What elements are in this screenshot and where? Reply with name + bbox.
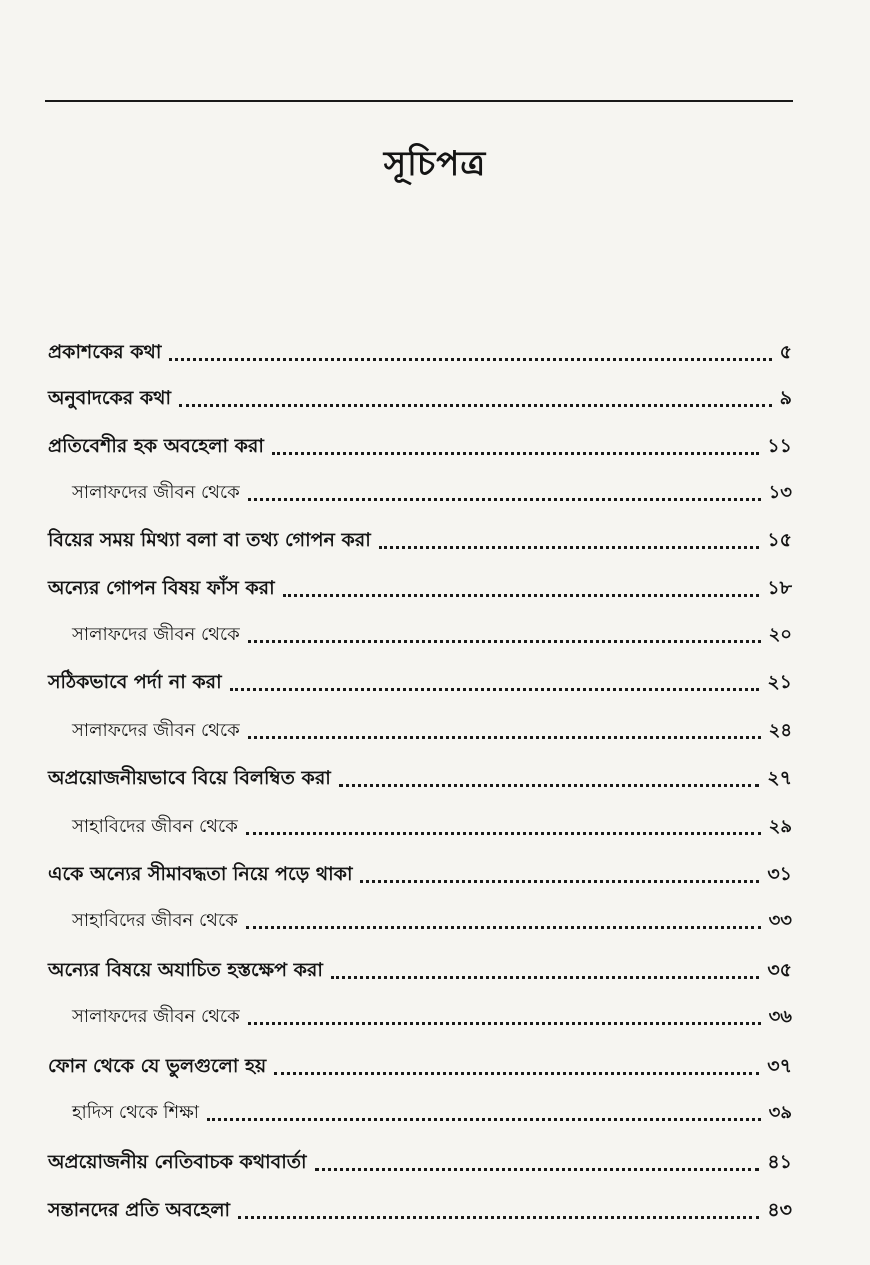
dot-leader (246, 920, 761, 929)
dot-leader (179, 398, 772, 407)
toc-entry-page: ২৭ (767, 767, 792, 789)
toc-entry (48, 1148, 792, 1176)
toc-entry-page: ৩৯ (768, 1102, 792, 1123)
dot-leader (283, 588, 760, 597)
toc-entry (48, 1052, 792, 1080)
toc-entry (48, 956, 792, 984)
toc-entry-label: হাদিস থেকে শিক্ষা (72, 1102, 200, 1123)
toc-entry-page: ২১ (767, 671, 792, 693)
toc-entry-label: সালাফদের জীবন থেকে (72, 482, 240, 503)
dot-leader (230, 682, 760, 691)
toc-subentry (72, 1098, 792, 1126)
toc-entry-page: ৩১ (767, 863, 792, 885)
toc-entry-label: অন্যের গোপন বিষয় ফাঁস করা (48, 577, 275, 599)
toc-entry-label: সঠিকভাবে পর্দা না করা (48, 671, 222, 693)
toc-entry-page: ২৯ (768, 816, 792, 837)
toc-entry (48, 860, 792, 888)
dot-leader (248, 730, 761, 739)
dot-leader (339, 778, 759, 787)
toc-entry-label: অনুবাদকের কথা (48, 387, 171, 409)
dot-leader (272, 446, 759, 455)
dot-leader (331, 970, 759, 979)
toc-entry-label: সন্তানদের প্রতি অবহেলা (48, 1199, 230, 1221)
dot-leader (248, 492, 761, 501)
toc-entry-page: ৫ (779, 341, 792, 363)
toc-subentry (72, 478, 792, 506)
toc-entry-page: ১১ (767, 435, 792, 457)
toc-entry-page: ২৪ (768, 720, 792, 741)
toc-entry-page: ৩৬ (768, 1006, 792, 1027)
toc-entry (48, 668, 792, 696)
toc-entry-label: অপ্রয়োজনীয়ভাবে বিয়ে বিলম্বিত করা (48, 767, 331, 789)
toc-entry (48, 526, 792, 554)
toc-entry-label: সাহাবিদের জীবন থেকে (72, 816, 238, 837)
toc-entry-label: সালাফদের জীবন থেকে (72, 624, 240, 645)
dot-leader (248, 1016, 761, 1025)
toc-subentry (72, 906, 792, 934)
toc-entry-label: একে অন্যের সীমাবদ্ধতা নিয়ে পড়ে থাকা (48, 863, 353, 885)
toc-entry-page: ১৮ (767, 577, 792, 599)
toc-entry-label: বিয়ের সময় মিথ্যা বলা বা তথ্য গোপন করা (48, 529, 371, 551)
toc-entry-page: ৩৩ (768, 910, 792, 931)
toc-entry-page: ৪১ (767, 1151, 792, 1173)
toc-entry (48, 764, 792, 792)
dot-leader (248, 634, 761, 643)
header-rule (45, 100, 793, 102)
toc-entry (48, 338, 792, 366)
toc-entry-page: ১৩ (768, 482, 792, 503)
toc-entry-page: ৯ (779, 387, 792, 409)
toc-entry-label: ফোন থেকে যে ভুলগুলো হয় (48, 1055, 267, 1077)
toc-entry-page: ৪৩ (767, 1199, 792, 1221)
dot-leader (169, 352, 771, 361)
toc-entry (48, 384, 792, 412)
toc-entry (48, 1196, 792, 1224)
dot-leader (246, 826, 761, 835)
dot-leader (379, 540, 760, 549)
page-title: সূচিপত্র (383, 144, 487, 184)
dot-leader (207, 1112, 761, 1121)
toc-entry-label: অন্যের বিষয়ে অযাচিত হস্তক্ষেপ করা (48, 959, 323, 981)
toc-entry-label: অপ্রয়োজনীয় নেতিবাচক কথাবার্তা (48, 1151, 307, 1173)
toc-subentry (72, 1002, 792, 1030)
toc-entry-label: সাহাবিদের জীবন থেকে (72, 910, 238, 931)
toc-entry (48, 574, 792, 602)
toc-subentry (72, 620, 792, 648)
dot-leader (315, 1162, 760, 1171)
toc-subentry (72, 812, 792, 840)
toc-entry (48, 432, 792, 460)
toc-entry-label: সালাফদের জীবন থেকে (72, 1006, 240, 1027)
toc-entry-page: ১৫ (767, 529, 792, 551)
toc-entry-page: ৩৫ (767, 959, 792, 981)
dot-leader (360, 874, 759, 883)
toc-entry-label: সালাফদের জীবন থেকে (72, 720, 240, 741)
toc-entry-page: ২০ (768, 624, 792, 645)
toc-entry-label: প্রকাশকের কথা (48, 341, 162, 363)
dot-leader (238, 1210, 759, 1219)
toc-subentry (72, 716, 792, 744)
toc-entry-label: প্রতিবেশীর হক অবহেলা করা (48, 435, 264, 457)
toc-entry-page: ৩৭ (767, 1055, 792, 1077)
dot-leader (274, 1066, 759, 1075)
